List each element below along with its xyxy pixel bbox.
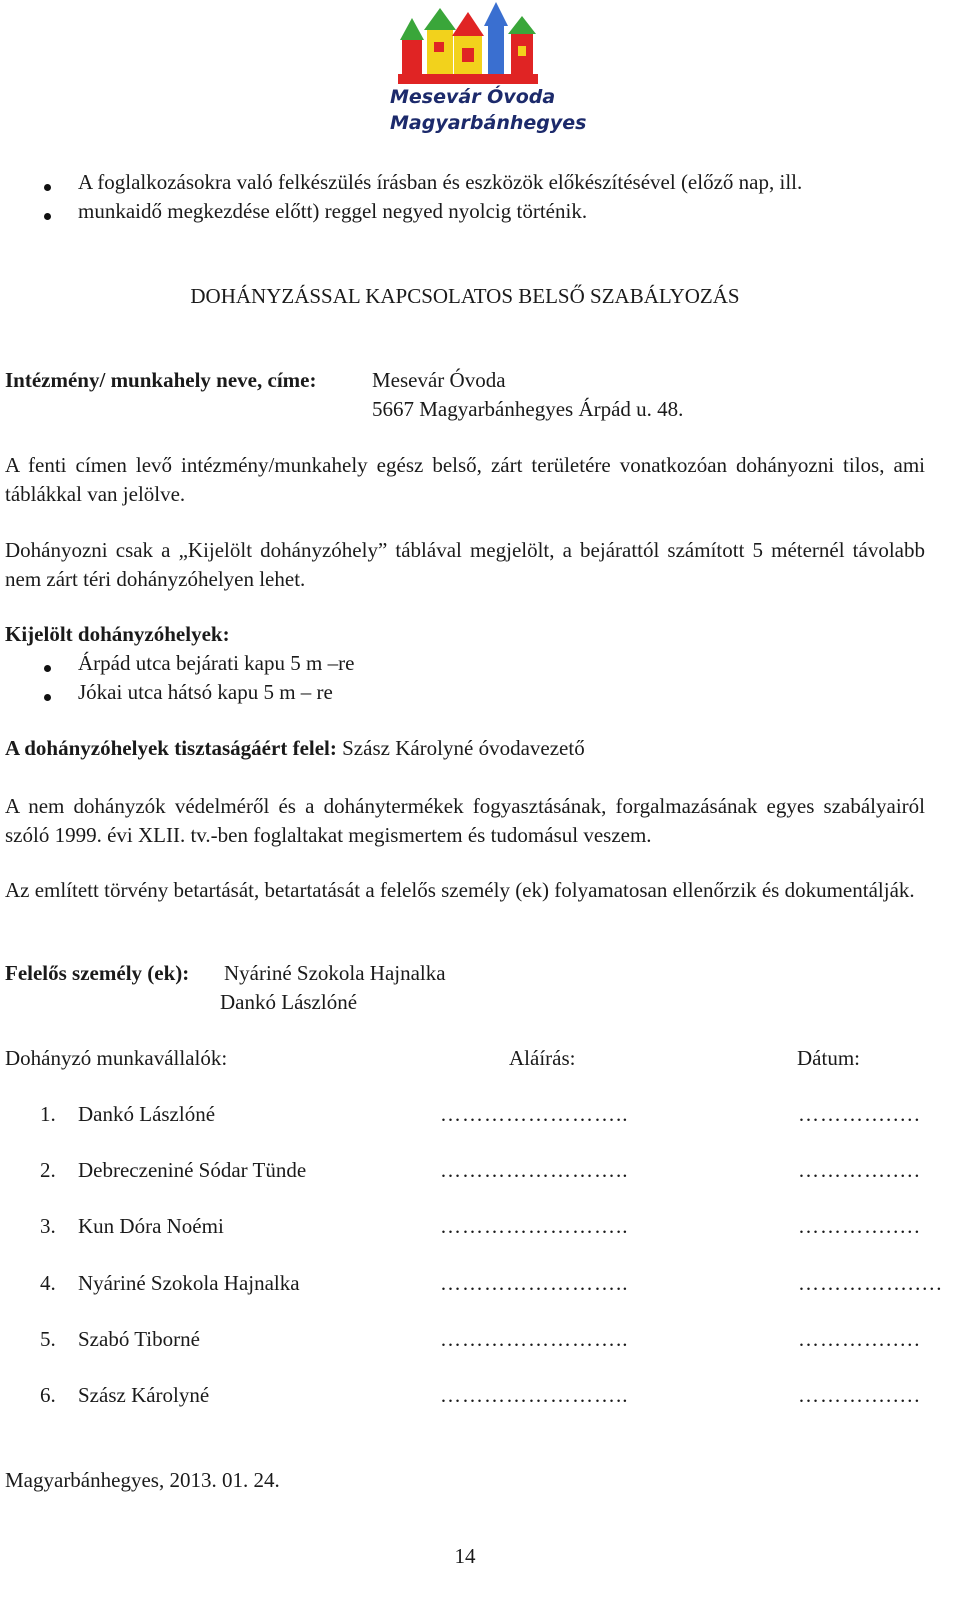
kindergarten-logo [390,0,587,140]
cleanliness-responsible [5,736,585,761]
institution-label: Intézmény/ munkahely neve, címe: [5,368,317,392]
signature-line: …………………….. [440,1214,629,1238]
page-heading: DOHÁNYZÁSSAL KAPCSOLATOS BELSŐ SZABÁLYOZÁS [190,284,740,308]
smoking-places-label: Kijelölt dohányzóhelyek: [5,622,230,646]
bullet-icon [44,184,51,191]
paragraph-smoking-ban: A fenti címen levő intézmény/munkahely egész belső, zárt területére vonatkozóan dohányozni tilos, ami táblákkal van jelölve. [5,453,925,506]
table-row [0,1102,960,1132]
date-line: ………….…. [798,1327,921,1351]
bullet-icon [44,694,51,701]
employee-name: Szabó Tiborné [78,1327,200,1351]
smoking-place-2: Jókai utca hátsó kapu 5 m – re [78,680,333,704]
page-number: 14 [454,1544,476,1568]
row-number: 6. [40,1383,56,1407]
institution-name: Mesevár Óvoda [372,368,506,392]
responsible-persons-label: Felelős személy (ek): [5,961,190,985]
date-line: ………….…. [798,1102,921,1126]
signature-line: …………………….. [440,1383,629,1407]
signature-line: …………………….. [440,1271,629,1295]
header-signature: Aláírás: [509,1046,576,1070]
row-number: 1. [40,1102,56,1126]
date-line: ………….…. [798,1214,921,1238]
paragraph-smoking-allowed: Dohányozni csak a „Kijelölt dohányzóhely” táblával megjelölt, a bejárattól számított 5 méternél távolabb nem zárt téri dohányzóhelyen lehet. [5,538,925,591]
logo-text-line2: Magyarbánhegyes [390,112,587,134]
smoking-place-1: Árpád utca bejárati kapu 5 m –re [78,651,355,675]
bullet-icon [44,213,51,220]
employee-name: Kun Dóra Noémi [78,1214,224,1238]
signature-line: …………………….. [440,1327,629,1351]
row-number: 5. [40,1327,56,1351]
responsible-person-2: Dankó Lászlóné [220,990,358,1014]
table-row [0,1214,960,1244]
intro-bullet-2: munkaidő megkezdése előtt) reggel negyed nyolcig történik. [78,199,588,223]
table-row [0,1271,960,1301]
paragraph-law-enforcement: Az említett törvény betartását, betartatását a felelős személy (ek) folyamatosan ellenőrzik és dokumentálják. [5,878,915,902]
employee-name: Dankó Lászlóné [78,1102,216,1126]
bullet-icon [44,665,51,672]
row-number: 2. [40,1158,56,1182]
header-employees: Dohányzó munkavállalók: [5,1046,228,1070]
table-row [0,1383,960,1413]
header-date: Dátum: [797,1046,860,1070]
institution-address: 5667 Magyarbánhegyes Árpád u. 48. [372,397,684,421]
date-line: ………….…. [798,1158,921,1182]
paragraph-law-acknowledgement: A nem dohányzók védelméről és a dohánytermékek fogyasztásának, forgalmazásának egyes szabályairól szóló 1999. évi XLII. tv.-ben foglaltakat megismertem és tudomásul veszem. [5,794,925,847]
signature-line: …………………….. [440,1158,629,1182]
employee-name: Debreczeniné Sódar Tünde [78,1158,307,1182]
logo-text-line1: Mesevár Óvoda [390,86,556,108]
table-row [0,1327,960,1357]
intro-bullet-1: A foglalkozásokra való felkészülés írásban és eszközök előkészítésével (előző nap, ill. [78,170,803,194]
date-line: ………….…. [798,1383,921,1407]
place-date: Magyarbánhegyes, 2013. 01. 24. [5,1468,280,1492]
castle-logo-icon [390,0,550,90]
cleanliness-label: A dohányzóhelyek tisztaságáért felel: [5,736,337,760]
employee-name: Nyáriné Szokola Hajnalka [78,1271,300,1295]
row-number: 4. [40,1271,56,1295]
responsible-person-1: Nyáriné Szokola Hajnalka [224,961,446,985]
cleanliness-value: Szász Károlyné óvodavezető [342,736,585,760]
signature-line: …………………….. [440,1102,629,1126]
row-number: 3. [40,1214,56,1238]
employee-name: Szász Károlyné [78,1383,210,1407]
date-line: …………….…. [798,1271,943,1295]
table-row [0,1158,960,1188]
